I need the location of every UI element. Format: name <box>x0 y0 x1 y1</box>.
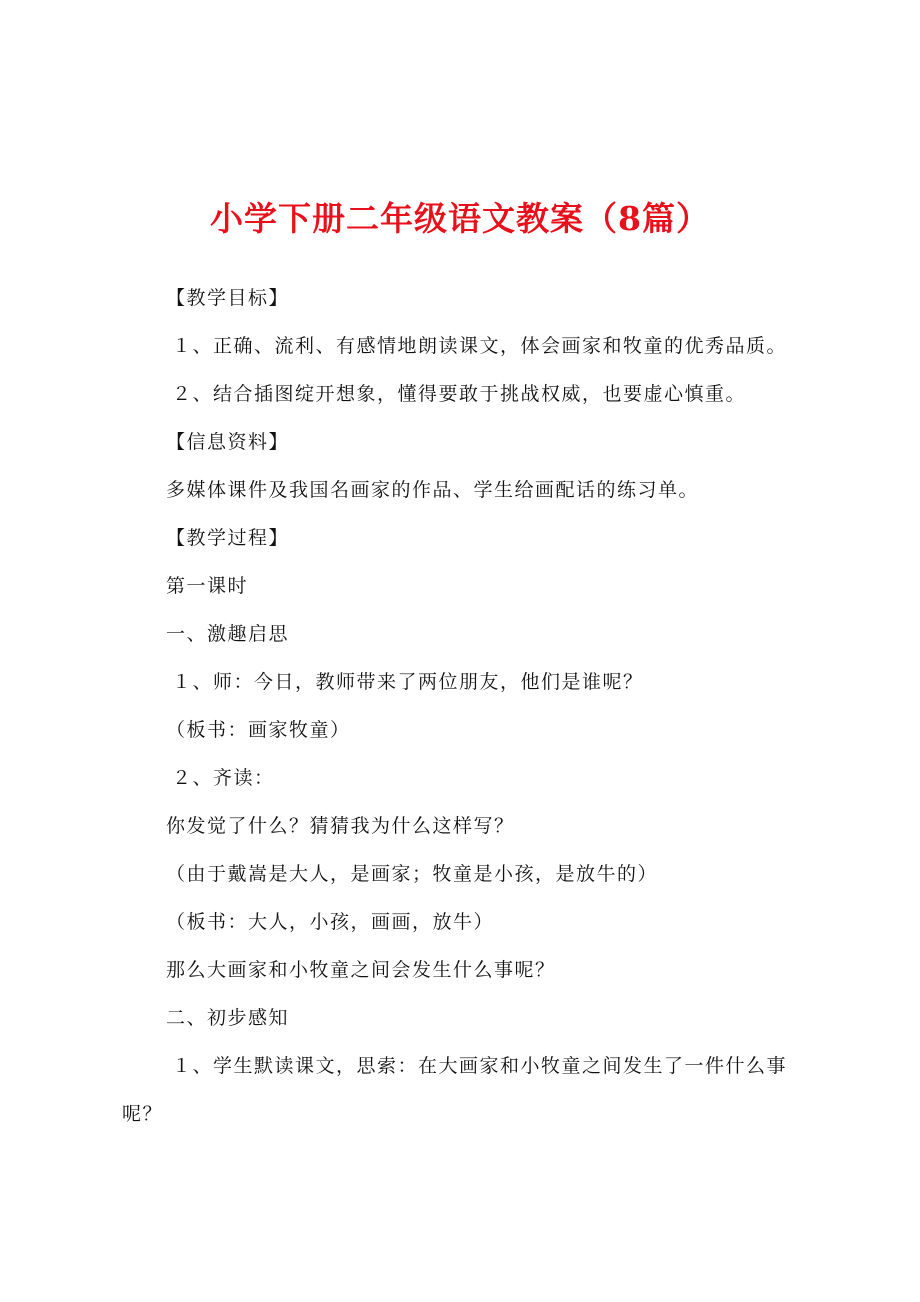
board-note-2: （板书：大人，小孩，画画，放牛） <box>166 911 495 933</box>
step-item-3: １、学生默读课文，思索：在大画家和小牧童之间发生了一件什么事 <box>172 1055 788 1077</box>
heading-info-materials: 【信息资料】 <box>166 431 290 453</box>
lesson-label: 第一课时 <box>166 575 249 597</box>
board-note-1: （板书：画家牧童） <box>166 719 351 741</box>
goal-item-1: １、正确、流利、有感情地朗读课文，体会画家和牧童的优秀品质。 <box>172 335 788 357</box>
answer-paragraph: （由于戴嵩是大人，是画家；牧童是小孩，是放牛的） <box>166 863 659 885</box>
heading-teaching-process: 【教学过程】 <box>166 527 290 549</box>
step-item-3-continuation: 呢？ <box>122 1103 164 1125</box>
heading-teaching-goals: 【教学目标】 <box>166 287 290 309</box>
step-item-1: １、师：今日，教师带来了两位朋友，他们是谁呢？ <box>172 671 644 693</box>
section-heading-2: 二、初步感知 <box>166 1007 290 1029</box>
materials-paragraph: 多媒体课件及我国名画家的作品、学生给画配话的练习单。 <box>166 479 700 501</box>
question-paragraph: 你发觉了什么？猜猜我为什么这样写？ <box>166 815 515 837</box>
step-item-2: ２、齐读： <box>172 767 275 789</box>
goal-item-2: ２、结合插图绽开想象，懂得要敢于挑战权威，也要虚心慎重。 <box>172 383 747 405</box>
transition-paragraph: 那么大画家和小牧童之间会发生什么事呢？ <box>166 959 556 981</box>
section-heading-1: 一、激趣启思 <box>166 623 290 645</box>
document-title: 小学下册二年级语文教案（8篇） <box>210 199 710 238</box>
